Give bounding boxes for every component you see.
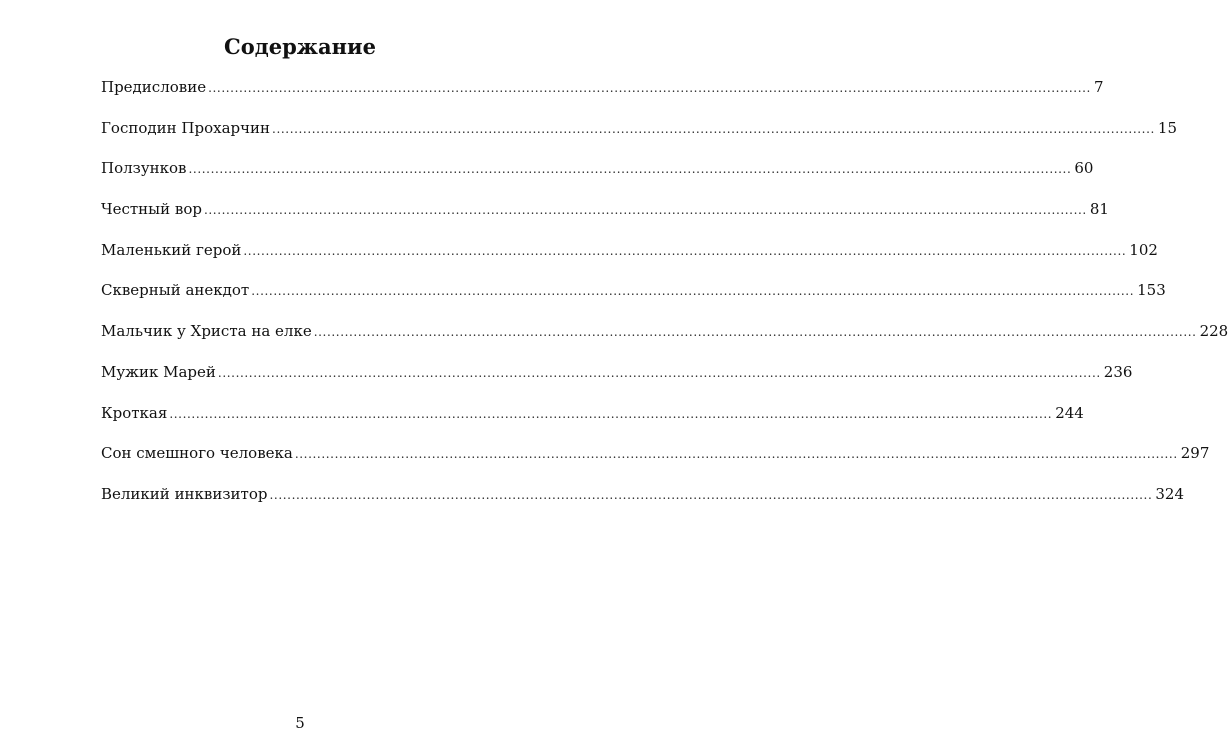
toc-entry-page: 228 — [1199, 322, 1228, 341]
dot-leader: ........................................................................................................................................................................................................ — [313, 325, 1197, 340]
dot-leader: ........................................................................................................................................................................................................ — [243, 243, 1127, 258]
toc-entry — [101, 359, 1133, 400]
toc-entry-page: 324 — [1155, 484, 1185, 503]
toc-entry — [101, 440, 1210, 481]
dot-leader: ........................................................................................................................................................................................................ — [188, 162, 1072, 177]
toc-entry-label: Честный вор — [101, 200, 202, 219]
toc-entry — [101, 74, 1104, 115]
toc-entry-label: Ползунков — [101, 159, 187, 178]
toc-entry-label: Маленький герой — [101, 240, 242, 259]
toc-entry — [101, 196, 1109, 237]
toc-entry-page: 236 — [1103, 362, 1133, 381]
dot-leader: ........................................................................................................................................................................................................ — [269, 487, 1153, 502]
toc-entry-label: Господин Прохарчин — [101, 118, 271, 137]
page-number: 5 — [295, 714, 305, 732]
toc-entry-page: 7 — [1093, 78, 1104, 96]
toc-entry — [101, 237, 1158, 278]
dot-leader: ........................................................................................................................................................................................................ — [272, 121, 1155, 136]
toc-entry-label: Великий инквизитор — [101, 484, 268, 503]
dot-leader: ........................................................................................................................................................................................................ — [203, 203, 1087, 218]
toc-entry-page: 102 — [1129, 240, 1158, 259]
toc-entry-page: 81 — [1089, 200, 1109, 219]
table-of-contents — [101, 74, 1228, 522]
dot-leader: ........................................................................................................................................................................................................ — [217, 365, 1101, 380]
toc-entry-label: Мальчик у Христа на елке — [101, 322, 312, 341]
toc-entry — [101, 318, 1228, 359]
toc-entry-page: 15 — [1157, 118, 1178, 137]
toc-entry-label: Мужик Марей — [101, 362, 216, 381]
toc-entry — [101, 277, 1166, 318]
toc-entry-label: Предисловие — [101, 78, 207, 96]
toc-entry — [101, 155, 1094, 196]
page-title: Содержание — [224, 34, 376, 59]
toc-entry — [101, 115, 1178, 156]
toc-entry-label: Скверный анекдот — [101, 281, 250, 300]
toc-entry-page: 244 — [1055, 403, 1084, 422]
toc-entry — [101, 481, 1185, 522]
dot-leader: ........................................................................................................................................................................................................ — [294, 447, 1178, 462]
toc-entry-page: 60 — [1074, 159, 1094, 178]
toc-entry-page: 153 — [1137, 281, 1166, 300]
toc-entry-label: Кроткая — [101, 403, 168, 422]
dot-leader: ........................................................................................................................................................................................................ — [251, 284, 1135, 299]
toc-entry — [101, 400, 1084, 441]
dot-leader: ........................................................................................................................................................................................................ — [208, 81, 1091, 95]
toc-entry-label: Сон смешного человека — [101, 444, 293, 463]
toc-entry-page: 297 — [1180, 444, 1210, 463]
dot-leader: ........................................................................................................................................................................................................ — [169, 406, 1053, 421]
